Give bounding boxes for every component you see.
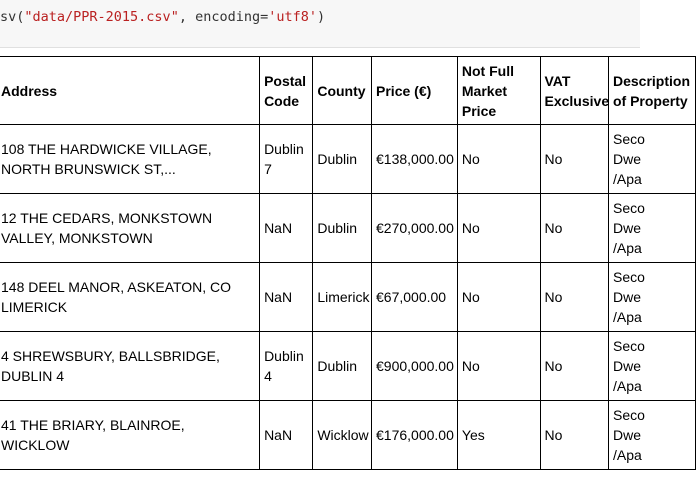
code-line xyxy=(0,9,325,25)
table-row xyxy=(0,125,696,194)
header-not-full-market-price: Not Full Market Price xyxy=(457,57,540,125)
cell-county: Limerick xyxy=(313,263,372,332)
cell-not-full-market-price: No xyxy=(457,125,540,194)
cell-county: Dublin xyxy=(313,332,372,401)
cell-description xyxy=(608,401,695,470)
cell-postal-code: Dublin 7 xyxy=(260,125,313,194)
table-header-row xyxy=(0,57,696,125)
desc-line-2: Dwe xyxy=(612,427,641,443)
desc-line-3: /Apa xyxy=(612,309,642,325)
cell-postal-code: NaN xyxy=(260,194,313,263)
code-cell[interactable] xyxy=(0,0,640,48)
code-prefix: sv( xyxy=(0,9,25,25)
code-suffix: ) xyxy=(317,9,326,25)
cell-vat-exclusive: No xyxy=(540,125,608,194)
header-vat-exclusive: VAT Exclusive xyxy=(540,57,608,125)
table-row xyxy=(0,332,696,401)
desc-line-1: Seco xyxy=(612,269,645,285)
table-row xyxy=(0,263,696,332)
table-row xyxy=(0,401,696,470)
header-county: County xyxy=(313,57,372,125)
cell-description xyxy=(608,332,695,401)
cell-description xyxy=(608,125,695,194)
header-postal-code: Postal Code xyxy=(260,57,313,125)
desc-line-1: Seco xyxy=(612,338,645,354)
cell-county: Wicklow xyxy=(313,401,372,470)
desc-line-2: Dwe xyxy=(612,358,641,374)
cell-price: €67,000.00 xyxy=(372,263,458,332)
cell-address: 4 SHREWSBURY, BALLSBRIDGE, DUBLIN 4 xyxy=(0,332,260,401)
cell-not-full-market-price: Yes xyxy=(457,401,540,470)
cell-not-full-market-price: No xyxy=(457,194,540,263)
header-address: Address xyxy=(0,57,260,125)
cell-postal-code: NaN xyxy=(260,401,313,470)
code-middle: , encoding= xyxy=(178,9,269,25)
desc-line-1: Seco xyxy=(612,200,645,216)
cell-vat-exclusive: No xyxy=(540,194,608,263)
header-price: Price (€) xyxy=(372,57,458,125)
cell-vat-exclusive: No xyxy=(540,401,608,470)
cell-price: €270,000.00 xyxy=(372,194,458,263)
cell-price: €138,000.00 xyxy=(372,125,458,194)
cell-postal-code: Dublin 4 xyxy=(260,332,313,401)
desc-line-2: Dwe xyxy=(612,220,641,236)
desc-line-3: /Apa xyxy=(612,378,642,394)
cell-postal-code: NaN xyxy=(260,263,313,332)
cell-county: Dublin xyxy=(313,125,372,194)
cell-description xyxy=(608,263,695,332)
cell-address: 148 DEEL MANOR, ASKEATON, CO LIMERICK xyxy=(0,263,260,332)
code-path-string: "data/PPR-2015.csv" xyxy=(24,9,179,25)
cell-description xyxy=(608,194,695,263)
code-encoding-string: 'utf8' xyxy=(268,9,318,25)
table-row xyxy=(0,194,696,263)
header-description: Description of Property xyxy=(608,57,695,125)
cell-not-full-market-price: No xyxy=(457,263,540,332)
cell-county: Dublin xyxy=(313,194,372,263)
dataframe-table xyxy=(0,56,696,470)
cell-address: 108 THE HARDWICKE VILLAGE, NORTH BRUNSWICK ST,... xyxy=(0,125,260,194)
cell-vat-exclusive: No xyxy=(540,332,608,401)
cell-price: €176,000.00 xyxy=(372,401,458,470)
desc-line-3: /Apa xyxy=(612,447,642,463)
desc-line-3: /Apa xyxy=(612,171,642,187)
output-area xyxy=(0,56,690,480)
desc-line-3: /Apa xyxy=(612,240,642,256)
desc-line-1: Seco xyxy=(612,407,645,423)
cell-vat-exclusive: No xyxy=(540,263,608,332)
desc-line-2: Dwe xyxy=(612,289,641,305)
desc-line-2: Dwe xyxy=(612,151,641,167)
desc-line-1: Seco xyxy=(612,131,645,147)
cell-not-full-market-price: No xyxy=(457,332,540,401)
cell-address: 41 THE BRIARY, BLAINROE, WICKLOW xyxy=(0,401,260,470)
cell-address: 12 THE CEDARS, MONKSTOWN VALLEY, MONKSTOWN xyxy=(0,194,260,263)
cell-price: €900,000.00 xyxy=(372,332,458,401)
